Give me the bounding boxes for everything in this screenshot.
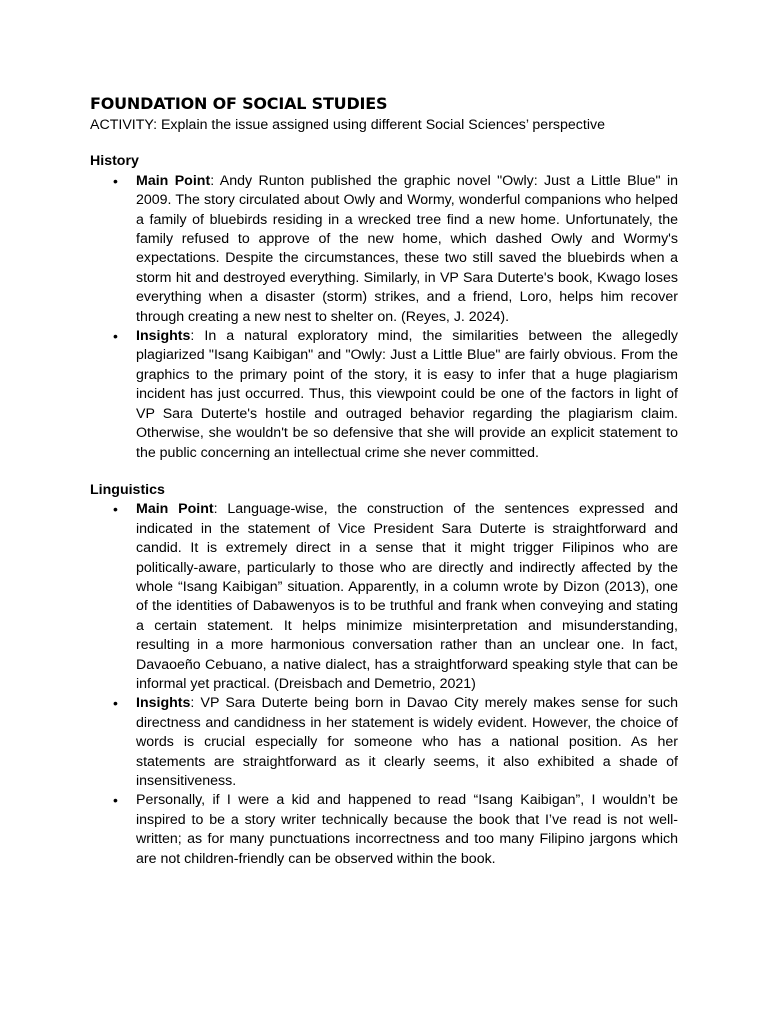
history-insights-label: Insights <box>136 328 191 345</box>
linguistics-personal-item <box>90 791 678 869</box>
linguistics-insights-label: Insights <box>136 695 191 712</box>
linguistics-insights-text: : VP Sara Duterte being born in Davao City merely makes sense for such directness and candidness in her statement is widely evident. However, the choice of words is crucial especially for someone who has a national position. As her statements are straightforward as it clearly seems, it also exhibited a shade of insensitiveness. <box>136 695 678 789</box>
activity-instructions: ACTIVITY: Explain the issue assigned using different Social Sciences’ perspective <box>90 117 605 133</box>
linguistics-bullet-list <box>90 500 678 869</box>
history-main-point-text: : Andy Runton published the graphic novel "Owly: Just a Little Blue" in 2009. The story circulated about Owly and Wormy, wonderful companions who helped a family of bluebirds residing in a wrecked tree find a new home. Unfortunately, the family refused to approve of the new home, which dashed Owly and Wormy's expectations. Despite the circumstances, these two still saved the bluebirds when a storm hit and destroyed everything. Similarly, in VP Sara Duterte's book, Kwago loses everything when a disaster (storm) strikes, and a friend, Loro, helps him recover through creating a new nest to shelter on. (Reyes, J. 2024). <box>136 172 678 325</box>
linguistics-main-point-label: Main Point <box>136 501 214 518</box>
document-title: FOUNDATION OF SOCIAL STUDIES <box>90 94 388 113</box>
history-main-point-item <box>90 172 678 327</box>
document-page <box>90 94 678 869</box>
bullet-icon: • <box>113 501 118 518</box>
bullet-icon: • <box>113 328 118 345</box>
bullet-icon: • <box>113 792 118 809</box>
bullet-icon: • <box>113 172 118 189</box>
linguistics-insights-item <box>90 694 678 791</box>
linguistics-main-point-text: : Language-wise, the construction of the sentences expressed and indicated in the statement of Vice President Sara Duterte is straightforward and candid. It is extremely direct in a sense that it might trigger Filipinos who are politically-aware, particularly to those who are directly and indirectly affected by the whole “Isang Kaibigan” situation. Apparently, in a column wrote by Dizon (2013), one of the identities of Dabawenyos is to be truthful and frank when conveying and stating a certain statement. It helps minimize misinterpretation and misunderstanding, resulting in a more harmonious conversation rather than an unclear one. In fact, Davaoeño Cebuano, a native dialect, has a straightforward speaking style that can be informal yet practical. (Dreisbach and Demetrio, 2021) <box>136 501 678 692</box>
history-bullet-list <box>90 172 678 463</box>
history-insights-item <box>90 327 678 463</box>
linguistics-personal-text: Personally, if I were a kid and happened to read “Isang Kaibigan”, I wouldn’t be inspired to be a story writer technically because the book that I’ve read is not well-written; as for many punctuations incorrectness and too many Filipino jargons which are not children-friendly can be observed within the book. <box>136 792 678 867</box>
history-main-point-label: Main Point <box>136 172 211 189</box>
bullet-icon: • <box>113 695 118 712</box>
linguistics-heading: Linguistics <box>90 481 165 498</box>
history-insights-text: : In a natural exploratory mind, the similarities between the allegedly plagiarized "Isang Kaibigan" and "Owly: Just a Little Blue" are fairly obvious. From the graphics to the primary point of the story, it is easy to infer that a huge plagiarism incident has just occurred. Thus, this viewpoint could be one of the factors in light of VP Sara Duterte's hostile and outraged behavior regarding the plagiarism claim. Otherwise, she wouldn't be so defensive that she will provide an explicit statement to the public concerning an intellectual crime she never committed. <box>136 328 678 461</box>
linguistics-main-point-item <box>90 500 678 694</box>
history-heading: History <box>90 153 139 170</box>
